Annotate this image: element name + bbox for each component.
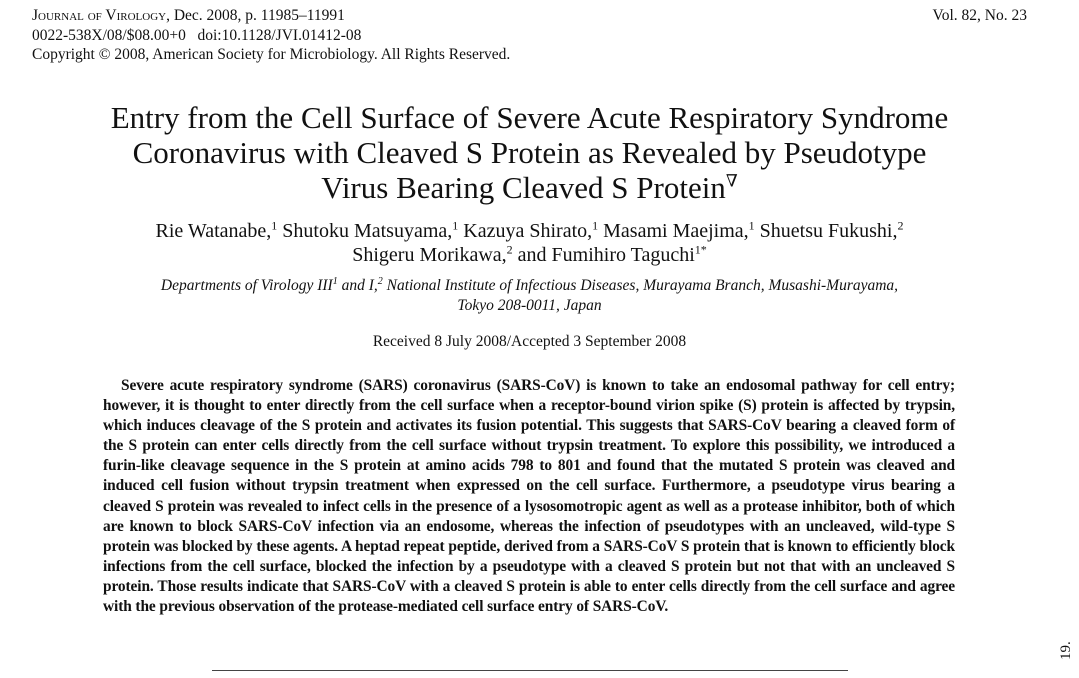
affiliation-sup: 2 <box>377 275 383 287</box>
author-line-1 <box>0 219 1059 243</box>
page-edge-text: 19. <box>1058 641 1074 660</box>
author-affil-sup: 1 <box>452 218 459 233</box>
volume-info: Vol. 82, No. 23 <box>932 7 1027 24</box>
affiliation-line-1 <box>0 276 1059 296</box>
doi-line: 0022-538X/08/$08.00+0 doi:10.1128/JVI.01412-08 <box>32 26 362 44</box>
title-marker: ∇ <box>725 171 738 191</box>
author-line-2 <box>0 243 1059 267</box>
affiliation-sup: 1 <box>332 275 338 287</box>
author-name: Kazuya Shirato, <box>463 220 593 242</box>
affiliation-text: and I, <box>337 277 378 294</box>
affiliation-text: National Institute of Infectious Diseases, Murayama Branch, Musashi-Murayama, <box>382 277 899 294</box>
affiliation-line-2: Tokyo 208-0011, Japan <box>457 296 602 314</box>
title-line-2: Coronavirus with Cleaved S Protein as Revealed by Pseudotype <box>132 135 927 170</box>
divider-rule <box>212 670 848 671</box>
citation-line <box>32 6 510 26</box>
author-name: Shuetsu Fukushi, <box>759 220 898 242</box>
author-list <box>0 219 1059 267</box>
author-affil-sup: 1 <box>592 218 599 233</box>
received-dates: Received 8 July 2008/Accepted 3 September 2008 <box>372 333 687 350</box>
author-name: Shigeru Morikawa, <box>352 244 507 266</box>
author-affil-sup: 2 <box>897 218 904 233</box>
author-name: and Fumihiro Taguchi <box>517 244 695 266</box>
journal-name: Journal of Virology <box>32 7 167 24</box>
affiliation <box>0 276 1059 315</box>
journal-header <box>32 6 510 65</box>
author-name: Shutoku Matsuyama, <box>282 220 453 242</box>
title-line-3 <box>0 170 1059 205</box>
affiliation-text: Departments of Virology III <box>160 277 333 294</box>
author-affil-sup: 2 <box>506 242 513 257</box>
abstract: Severe acute respiratory syndrome (SARS) coronavirus (SARS-CoV) is known to take an endosomal pathway for cell entry; however, it is thought to enter directly from the cell surface when a receptor-bound virion spike (S) protein is affected by trypsin, which induces cleavage of the S protein and activates its fusion potential. This suggests that SARS-CoV bearing a cleaved form of the S protein can enter cells directly from the cell surface without trypsin treatment. To explore this possibility, we introduced a furin-like cleavage sequence in the S protein at amino acids 798 to 801 and found that the mutated S protein was cleaved and induced cell fusion without trypsin treatment when expressed on the cell surface. Furthermore, a pseudotype virus bearing a cleaved S protein was revealed to infect cells in the presence of a lysosomotropic agent as well as a protease inhibitor, both of which are known to block SARS-CoV infection via an endosome, whereas the infection of pseudotypes with an uncleaved, wild-type S protein was blocked by these agents. A heptad repeat peptide, derived from a SARS-CoV S protein that is known to efficiently block infections from the cell surface, blocked the infection by a pseudotype with a cleaved S protein but not that with an uncleaved S protein. Those results indicate that SARS-CoV with a cleaved S protein is able to enter cells directly from the cell surface and agree with the previous observation of the protease-mediated cell surface entry of SARS-CoV. <box>103 377 955 616</box>
issue-info: , Dec. 2008, p. 11985–11991 <box>166 7 345 24</box>
author-affil-sup: 1 <box>271 218 278 233</box>
author-name: Rie Watanabe, <box>155 220 272 242</box>
author-affil-sup: 1* <box>694 242 707 257</box>
author-affil-sup: 1 <box>748 218 755 233</box>
article-title <box>0 100 1059 205</box>
author-name: Masami Maejima, <box>603 220 749 242</box>
title-line-3-text: Virus Bearing Cleaved S Protein <box>321 170 726 205</box>
title-line-1: Entry from the Cell Surface of Severe Acute Respiratory Syndrome <box>110 100 949 135</box>
copyright-line: Copyright © 2008, American Society for Microbiology. All Rights Reserved. <box>32 46 511 63</box>
